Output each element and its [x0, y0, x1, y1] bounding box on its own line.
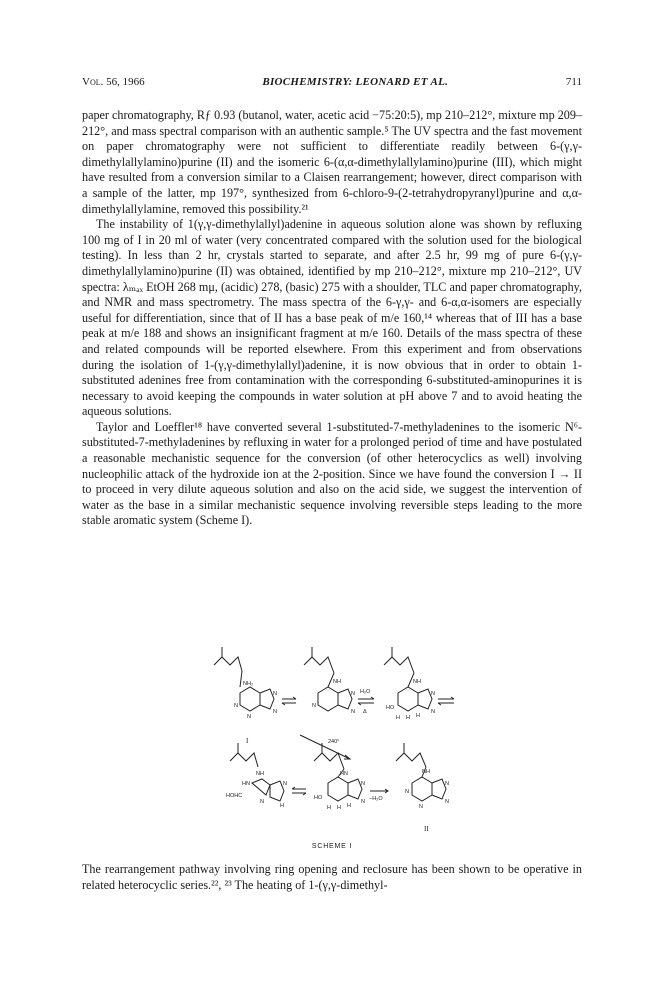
atom-n: N [445, 799, 449, 805]
atom-h: H [337, 805, 341, 811]
label-II: II [424, 825, 429, 833]
atom-n: N [445, 781, 449, 787]
atom-ho: HO [314, 795, 323, 801]
label-I: I [246, 737, 249, 745]
atom-h: H [406, 715, 410, 721]
atom-n: N [405, 789, 409, 795]
atom-n: N [234, 703, 238, 709]
atom-n: N [273, 709, 277, 715]
reagent-heat: Δ [363, 709, 367, 715]
atom-h: H [347, 803, 351, 809]
paragraph-2: The instability of 1(γ,γ-dimethylallyl)adenine in aqueous solution alone was shown by refluxing 100 mg of I in 20 ml of water (very concentrated compared with the solution used for the biological testing). In less than 2 hr, crystals started to separate, and after 2.5 hr, 99 mg of pure 6-(γ,γ-dimethylallylamino)purine (II) was obtained, identified by mp 210–212°, mixture mp 210–212°, UV spectra: λₘₐₓ EtOH 268 mμ, (acidic) 278, (basic) 275 with a shoulder, TLC and paper chromatography, and NMR and mass spectrometry. The mass spectra of the 6-γ,γ- and 6-α,α-isomers are especially useful for differentiation, since that of II has a base peak of m/e 160,¹⁴ whereas that of III has a base peak at m/e 188 and shows an insignificant fragment at m/e 160. Details of the mass spectra of these and related compounds will be reported elsewhere. From this experiment and from observations during the isolation of 1-(γ,γ-dimethylallyl)adenine, it is now obvious that in order to obtain 1-substituted adenines free from contamination with the corresponding 6-substituted-aminopurines it is necessary to avoid keeping the compounds in water solution at pH above 7 and to avoid heating the aqueous solutions. [82, 217, 582, 419]
atom-hn: HN [242, 781, 250, 787]
atom-ho: HO [386, 705, 395, 711]
atom-n: N [431, 709, 435, 715]
equilibrium-arrow-1 [282, 697, 296, 705]
atom-nh2: NH₂ [243, 681, 254, 687]
atom-n: N [260, 799, 264, 805]
atom-n: N [351, 709, 355, 715]
structure-intermediate-3 [314, 743, 365, 811]
atom-n: N [431, 691, 435, 697]
equilibrium-arrow-2 [292, 787, 306, 795]
atom-hn: HN [340, 771, 348, 777]
running-head [82, 76, 582, 88]
paragraph-1: paper chromatography, Rƒ 0.93 (butanol, water, acetic acid −75:20:5), mp 210–212°, mixture mp 209–212°, and mass spectral comparison with an authentic sample.⁵ The UV spectra and the fast movement on paper chromatography were not sufficient to differentiate readily between 6-(γ,γ-dimethylallylamino)purine (II) and the isomeric 6-(α,α-dimethylallylamino)purine (III), which might have resulted from a conversion similar to a Claisen rearrangement; however, direct comparison with a sample of the latter, mp 197°, synthesized from 6-chloro-9-(2-tetrahydropyranyl)purine and α,α-dimethylallylamine, removed this possibility.²¹ [82, 108, 582, 216]
page-number: 711 [565, 76, 582, 88]
journal-authors: BIOCHEMISTRY: LEONARD ET AL. [262, 76, 449, 88]
atom-h: H [416, 713, 420, 719]
paragraph-4: The rearrangement pathway involving ring opening and reclosure has been shown to be operative in related heterocyclic series.²², ²³ The heating of 1-(γ,γ-dimethyl- [82, 862, 582, 892]
atom-h: H [327, 805, 331, 811]
atom-n: N [419, 804, 423, 810]
dehydration-arrow [369, 789, 388, 802]
continue-arrow [438, 697, 454, 705]
atom-h: H [396, 715, 400, 721]
reagent-temperature: 240° [328, 739, 340, 745]
atom-n: N [283, 781, 287, 787]
atom-nh: NH [256, 771, 264, 777]
reaction-arrow-h2o [358, 689, 374, 715]
structure-I [214, 647, 277, 745]
atom-n: N [351, 691, 355, 697]
structure-open-ring [226, 743, 287, 809]
volume-year: Vol. 56, 1966 [82, 76, 145, 88]
paragraph-3: Taylor and Loeffler¹⁸ have converted several 1-substituted-7-methyladenines to the isomeric N⁶-substituted-7-methyladenines by refluxing in water for a prolonged period of time and have postulated a reasonable mechanistic sequence for the conversion (of other heterocyclics as well) involving nucleophilic attack of the hydroxide ion at the 2-position. Since we have found the conversion I → II to proceed in very dilute aqueous solution and also on the acid side, we suggest the intervention of water as the base in a similar mechanistic sequence involving reversible steps leading to the more stable aromatic system (Scheme I). [82, 419, 582, 528]
atom-nh: NH [422, 769, 430, 775]
closing-text [82, 862, 582, 893]
scheme-drawing [200, 643, 500, 843]
structure-intermediate-2 [384, 647, 435, 721]
structure-intermediate-1 [304, 647, 355, 715]
atom-h: H [280, 803, 284, 809]
atom-hohc: HOHC [226, 793, 243, 799]
body-text [82, 108, 582, 529]
atom-n: N [361, 781, 365, 787]
atom-n: N [247, 714, 251, 720]
atom-nh: NH [333, 679, 341, 685]
structure-II [396, 743, 449, 833]
scheme-figure [200, 643, 500, 843]
atom-nh: NH [413, 679, 421, 685]
reagent-loss-water: −H₂O [369, 796, 383, 802]
atom-n: N [312, 703, 316, 709]
scheme-caption: SCHEME I [311, 843, 353, 850]
reagent-water: H₂O [360, 689, 371, 695]
atom-n: N [273, 691, 277, 697]
atom-n: N [361, 799, 365, 805]
